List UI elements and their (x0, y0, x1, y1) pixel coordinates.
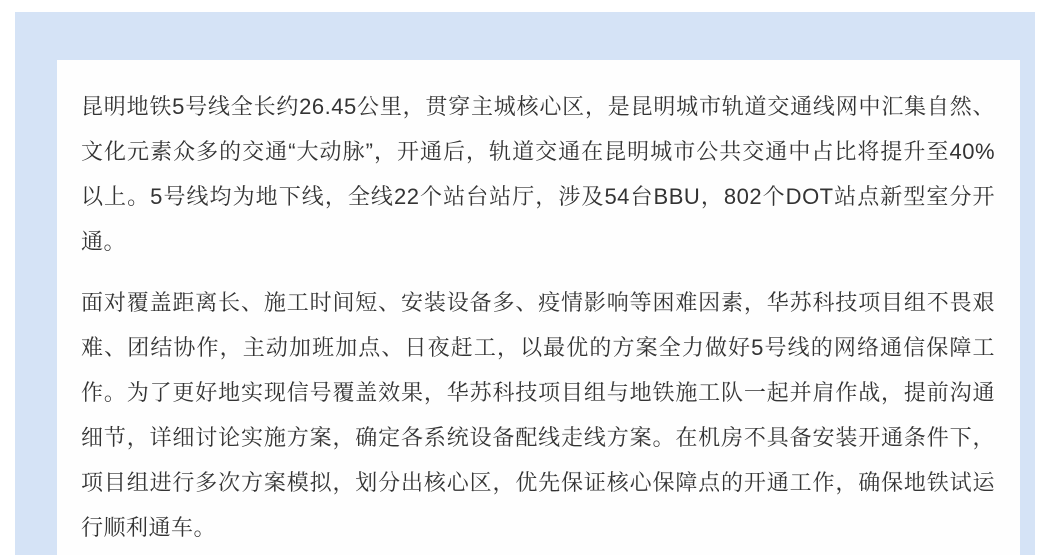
article-content-card (57, 60, 1020, 555)
article-paragraph-metro-overview: 昆明地铁5号线全长约26.45公里，贯穿主城核心区，是昆明城市轨道交通线网中汇集自然、文化元素众多的交通“大动脉”，开通后，轨道交通在昆明城市公共交通中占比将提升至40%以上。5号线均为地下线，全线22个站台站厅，涉及54台BBU，802个DOT站点新型室分开通。 (81, 94, 995, 254)
article-paragraph-project-effort: 面对覆盖距离长、施工时间短、安装设备多、疫情影响等困难因素，华苏科技项目组不畏艰难、团结协作，主动加班加点、日夜赶工，以最优的方案全力做好5号线的网络通信保障工作。为了更好地实现信号覆盖效果，华苏科技项目组与地铁施工队一起并肩作战，提前沟通细节，详细讨论实施方案，确定各系统设备配线走线方案。在机房不具备安装开通条件下，项目组进行多次方案模拟，划分出核心区，优先保证核心保障点的开通工作，确保地铁试运行顺利通车。 (81, 290, 995, 540)
blue-background-panel (15, 12, 1035, 555)
